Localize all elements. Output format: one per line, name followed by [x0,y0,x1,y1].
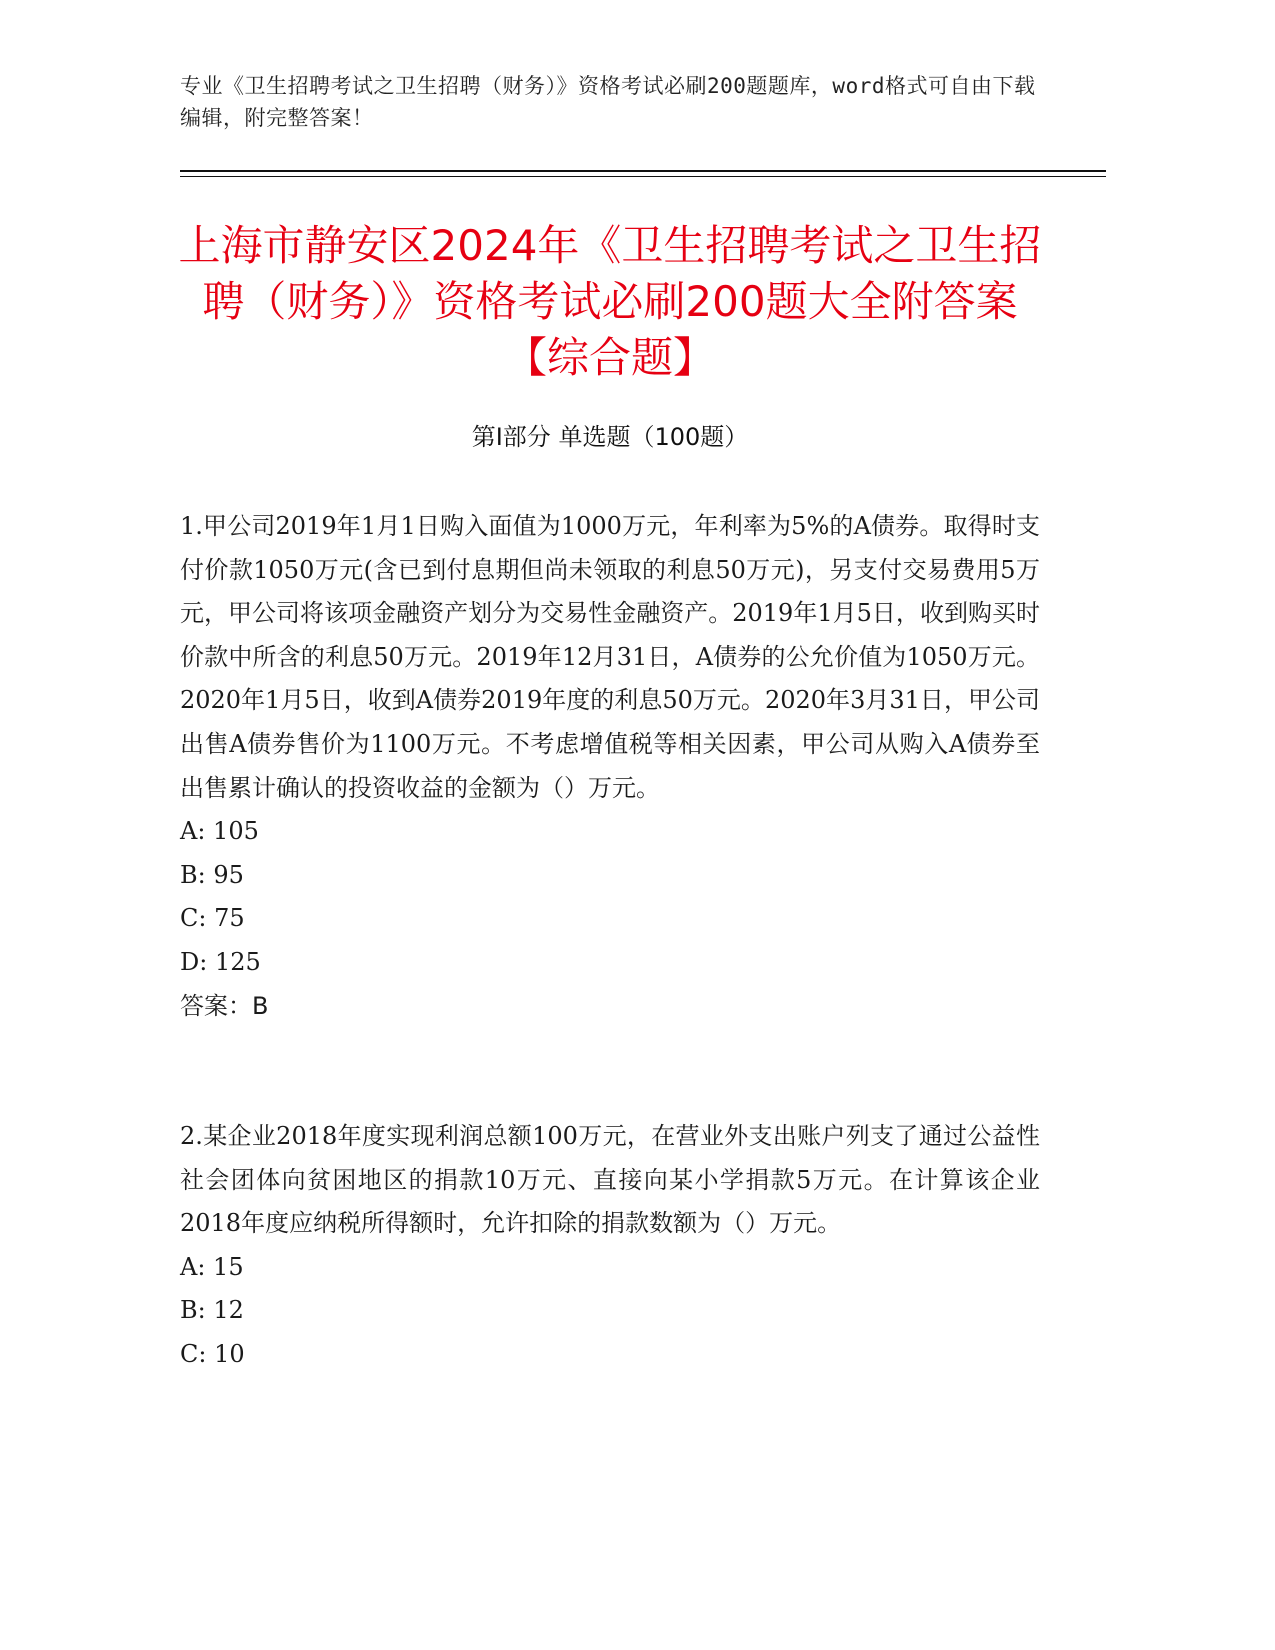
option-b: B: 12 [180,1296,244,1325]
header-divider-thick [180,170,1106,172]
question-stem: 2.某企业2018年度实现利润总额100万元，在营业外支出账户列支了通过公益性社会团体向贫困地区的捐款10万元、直接向某小学捐款5万元。在计算该企业2018年度应纳税所得额时，允许扣除的捐款数额为（）万元。 [180,1122,1040,1238]
option-a: A: 15 [180,1252,244,1281]
document-title: 上海市静安区2024年《卫生招聘考试之卫生招聘（财务）》资格考试必刷200题大全附答案【综合题】 [178,221,1042,382]
question-2 [180,1115,1040,1377]
question-1 [180,505,1040,1028]
question-stem: 1.甲公司2019年1月1日购入面值为1000万元，年利率为5%的A债券。取得时支付价款1050万元(含已到付息期但尚未领取的利息50万元)，另支付交易费用5万元，甲公司将该项金融资产划分为交易性金融资产。2019年1月5日，收到购买时价款中所含的利息50万元。2019年12月31日，A债券的公允价值为1050万元。2020年1月5日，收到A债券2019年度的利息50万元。2020年3月31日，甲公司出售A债券售价为1100万元。不考虑增值税等相关因素，甲公司从购入A债券至出售累计确认的投资收益的金额为（）万元。 [180,512,1040,802]
option-d: D: 125 [180,947,261,976]
section-heading: 第I部分 单选题（100题） [471,423,749,451]
option-b: B: 95 [180,860,244,889]
option-c: C: 10 [180,1339,245,1368]
answer-line: 答案：B [180,991,269,1020]
document-header-note: 专业《卫生招聘考试之卫生招聘（财务）》资格考试必刷200题题库，word格式可自由下载编辑，附完整答案！ [180,74,1036,130]
header-divider-thin [180,176,1106,177]
option-c: C: 75 [180,904,245,933]
option-a: A: 105 [180,817,259,846]
